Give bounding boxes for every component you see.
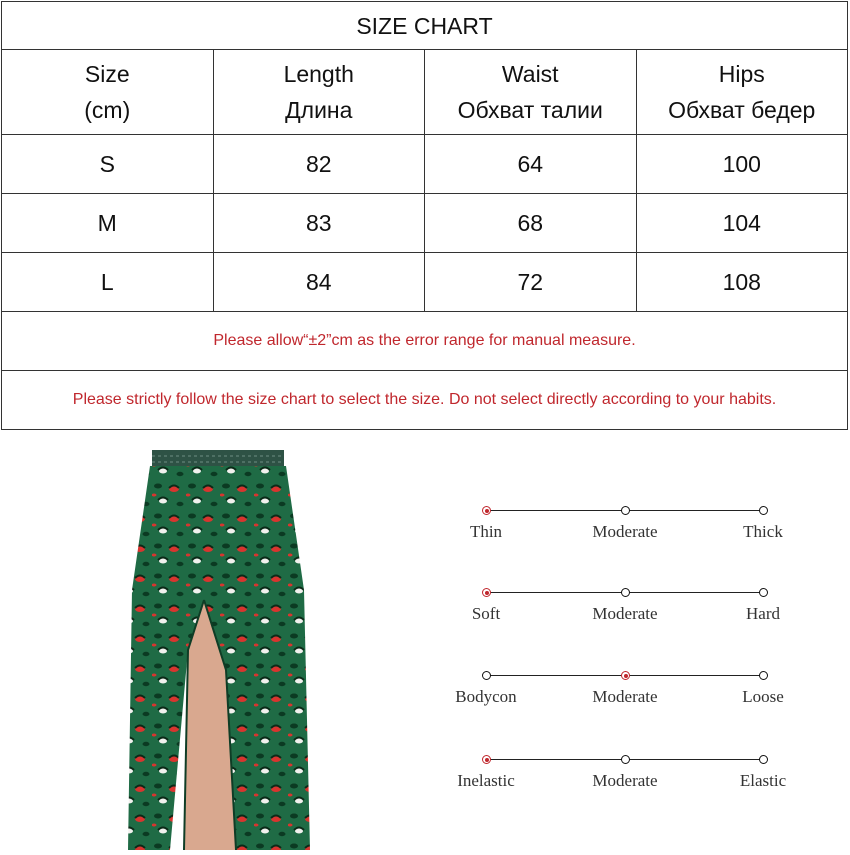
scale-option-label: Loose [742, 687, 784, 706]
header-length [213, 50, 425, 135]
scale-option-label: Bodycon [455, 687, 517, 706]
scale-option-label: Thin [469, 522, 503, 541]
skirt-photo [118, 450, 314, 850]
fit-scale [440, 646, 820, 706]
table-row [2, 253, 848, 312]
cell-hips: 108 [636, 253, 848, 312]
scale-selected-dot [482, 755, 491, 764]
size-chart-table [1, 1, 848, 430]
size-selection-note: Please strictly follow the size chart to select the size. Do not select directly according to your habits. [2, 371, 848, 430]
header-hips [636, 50, 848, 135]
scale-option-label: Inelastic [457, 771, 515, 790]
cell-length: 82 [213, 135, 425, 194]
measure-tolerance-note: Please allow“±2”cm as the error range for manual measure. [2, 312, 848, 371]
header-hips-line1: Hips [718, 61, 765, 87]
scale-selected-dot [482, 506, 491, 515]
scale-option-dot [759, 671, 768, 680]
header-size-line2: (cm) [84, 97, 131, 123]
scale-option-label: Moderate [592, 687, 658, 706]
thickness-scale [440, 481, 820, 541]
scale-option-label: Moderate [592, 771, 658, 790]
header-length-line2: Длина [285, 97, 353, 123]
scale-option-dot [482, 671, 491, 680]
scale-option-dot [759, 755, 768, 764]
scale-option-dot [621, 588, 630, 597]
cell-size: L [2, 253, 214, 312]
cell-length: 83 [213, 194, 425, 253]
header-length-line1: Length [283, 61, 354, 87]
scale-option-label: Moderate [592, 522, 658, 541]
softness-scale [440, 563, 820, 623]
cell-length: 84 [213, 253, 425, 312]
size-chart-title: SIZE CHART [2, 2, 848, 50]
cell-waist: 72 [425, 253, 637, 312]
scale-selected-dot [621, 671, 630, 680]
scale-option-dot [621, 506, 630, 515]
scale-option-label: Moderate [592, 604, 658, 623]
cell-waist: 68 [425, 194, 637, 253]
header-waist-line1: Waist [501, 61, 559, 87]
scale-option-label: Hard [746, 604, 780, 623]
header-size [2, 50, 214, 135]
header-size-line1: Size [84, 61, 130, 87]
skirt-illustration [118, 450, 314, 850]
table-row [2, 194, 848, 253]
header-hips-line2: Обхват бедер [668, 97, 816, 123]
elasticity-scale [440, 730, 820, 790]
cell-hips: 100 [636, 135, 848, 194]
header-waist [425, 50, 637, 135]
scale-option-label: Soft [471, 604, 501, 623]
cell-size: S [2, 135, 214, 194]
cell-hips: 104 [636, 194, 848, 253]
scale-selected-dot [482, 588, 491, 597]
scale-option-dot [759, 506, 768, 515]
scale-option-dot [621, 755, 630, 764]
cell-waist: 64 [425, 135, 637, 194]
scale-option-label: Thick [743, 522, 783, 541]
table-row [2, 135, 848, 194]
cell-size: M [2, 194, 214, 253]
scale-option-dot [759, 588, 768, 597]
header-waist-line2: Обхват талии [457, 97, 603, 123]
scale-option-label: Elastic [739, 771, 787, 790]
